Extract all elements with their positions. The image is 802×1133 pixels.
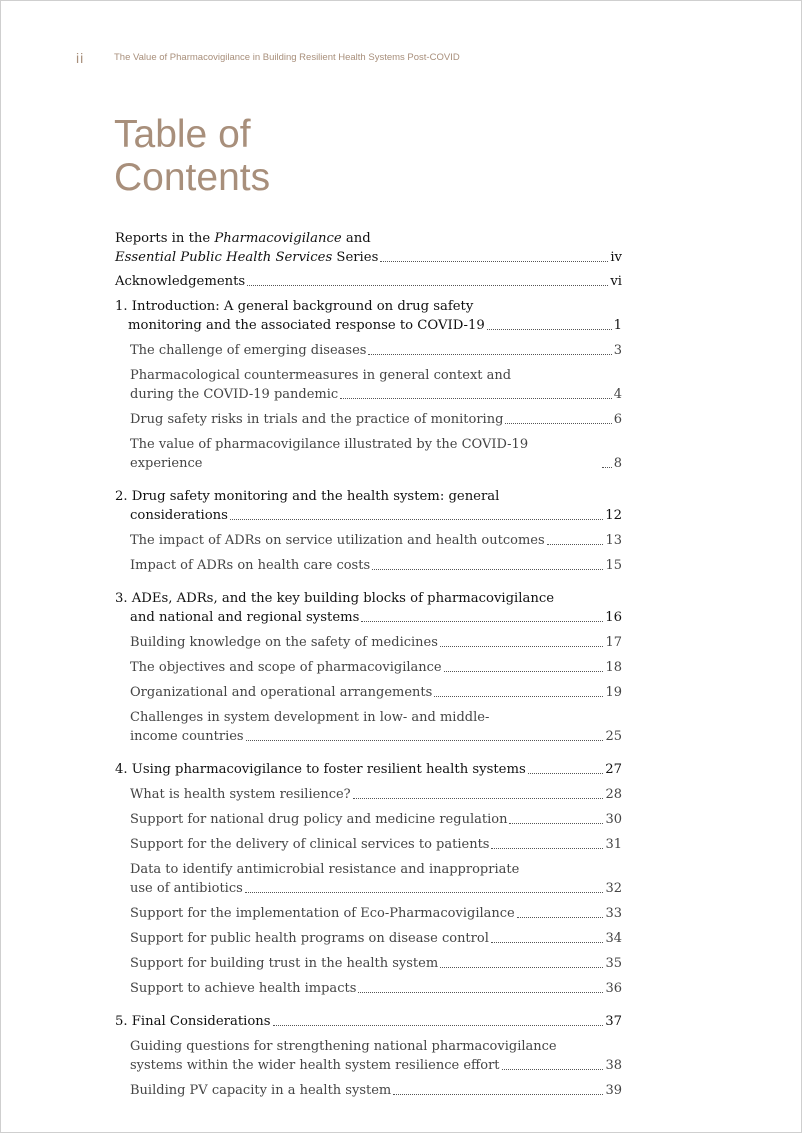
toc-subentry[interactable]: Impact of ADRs on health care costs 15 [130,558,622,573]
toc-page-number: 12 [605,508,622,523]
toc-page-number: 33 [605,906,622,921]
page-title [114,113,270,199]
toc-subentry[interactable]: The value of pharmacovigilance illustrated by the COVID-19 experience 8 [130,437,622,471]
toc-page-number: 8 [613,456,622,471]
leader-dots [502,1069,604,1070]
toc-page-number: vi [610,274,622,289]
leader-dots [440,967,603,968]
toc-page-number: 32 [605,881,622,896]
leader-dots [528,773,603,774]
leader-dots [353,798,604,799]
toc-subentry[interactable]: Pharmacological countermeasures in general context and during the COVID-19 pandemic 4 [130,368,622,402]
toc-subentry[interactable]: The objectives and scope of pharmacovigilance 18 [130,660,622,675]
toc-entry-acknowledgements[interactable]: Acknowledgements vi [115,274,622,289]
toc-subentry[interactable]: Building knowledge on the safety of medicines 17 [130,635,622,650]
toc-page-number: 37 [605,1014,622,1029]
leader-dots [247,285,608,286]
leader-dots [547,544,604,545]
toc-page-number: 6 [613,412,622,427]
toc-section-2[interactable]: 2. Drug safety monitoring and the health system: general considerations 12 [115,489,622,523]
toc-subentry[interactable]: Support for public health programs on disease control 34 [130,931,622,946]
page-number: ii [76,50,85,66]
toc-page-number: 27 [605,762,622,777]
toc-subentry[interactable]: Organizational and operational arrangements 19 [130,685,622,700]
toc-page-number: iv [610,250,622,265]
leader-dots [246,740,604,741]
toc-section-1[interactable]: 1. Introduction: A general background on drug safety monitoring and the associated response to COVID-19 1 [115,299,622,333]
toc-entry-reports[interactable]: Reports in the Pharmacovigilance and Essential Public Health Services Series iv [115,231,622,265]
toc-subentry[interactable]: Support to achieve health impacts 36 [130,981,622,996]
leader-dots [434,696,603,697]
toc-subentry[interactable]: Guiding questions for strengthening national pharmacovigilance systems within the wider health system resilience effort 38 [130,1039,622,1073]
toc-page-number: 30 [605,812,622,827]
toc-subentry[interactable]: The impact of ADRs on service utilization and health outcomes 13 [130,533,622,548]
toc-section-5[interactable]: 5. Final Considerations 37 [115,1014,622,1029]
toc-page-number: 17 [605,635,622,650]
toc-page-number: 3 [613,343,622,358]
toc-page-number: 16 [605,610,622,625]
toc-section-3[interactable]: 3. ADEs, ADRs, and the key building blocks of pharmacovigilance and national and regional systems 16 [115,591,622,625]
toc-subentry[interactable]: Support for the implementation of Eco-Pharmacovigilance 33 [130,906,622,921]
toc-subentry[interactable]: Challenges in system development in low- and middle- income countries 25 [130,710,622,744]
leader-dots [361,621,603,622]
leader-dots [602,467,612,468]
toc-subentry[interactable]: Drug safety risks in trials and the practice of monitoring 6 [130,412,622,427]
toc-subentry[interactable]: The challenge of emerging diseases 3 [130,343,622,358]
toc-page-number: 39 [605,1083,622,1098]
toc-section-4[interactable]: 4. Using pharmacovigilance to foster resilient health systems 27 [115,762,622,777]
leader-dots [491,848,603,849]
leader-dots [380,261,608,262]
running-title: The Value of Pharmacovigilance in Building Resilient Health Systems Post-COVID [114,52,460,63]
toc-page-number: 38 [605,1058,622,1073]
toc-subentry[interactable]: Data to identify antimicrobial resistance and inappropriate use of antibiotics 32 [130,862,622,896]
toc-page-number: 28 [605,787,622,802]
leader-dots [487,329,612,330]
page-title-line-2: Contents [114,156,271,199]
toc-page-number: 15 [605,558,622,573]
table-of-contents [115,229,622,1100]
leader-dots [245,892,604,893]
toc-subentry[interactable]: Support for the delivery of clinical services to patients 31 [130,837,622,852]
leader-dots [368,354,611,355]
leader-dots [340,398,612,399]
leader-dots [509,823,603,824]
toc-page-number: 35 [605,956,622,971]
leader-dots [517,917,604,918]
leader-dots [273,1025,604,1026]
leader-dots [372,569,603,570]
leader-dots [393,1094,603,1095]
page-title-line-1: Table of [114,113,251,156]
toc-subentry[interactable]: Support for national drug policy and medicine regulation 30 [130,812,622,827]
leader-dots [505,423,611,424]
toc-page-number: 4 [613,387,622,402]
toc-page-number: 18 [605,660,622,675]
leader-dots [358,992,603,993]
leader-dots [444,671,604,672]
toc-page-number: 25 [605,729,622,744]
toc-subentry[interactable]: Support for building trust in the health system 35 [130,956,622,971]
leader-dots [440,646,604,647]
toc-page-number: 19 [605,685,622,700]
toc-subentry[interactable]: Building PV capacity in a health system 39 [130,1083,622,1098]
leader-dots [491,942,604,943]
toc-page-number: 34 [605,931,622,946]
toc-subentry[interactable]: What is health system resilience? 28 [130,787,622,802]
toc-page-number: 31 [605,837,622,852]
leader-dots [230,519,603,520]
toc-page-number: 1 [613,318,622,333]
toc-page-number: 36 [605,981,622,996]
toc-page-number: 13 [605,533,622,548]
